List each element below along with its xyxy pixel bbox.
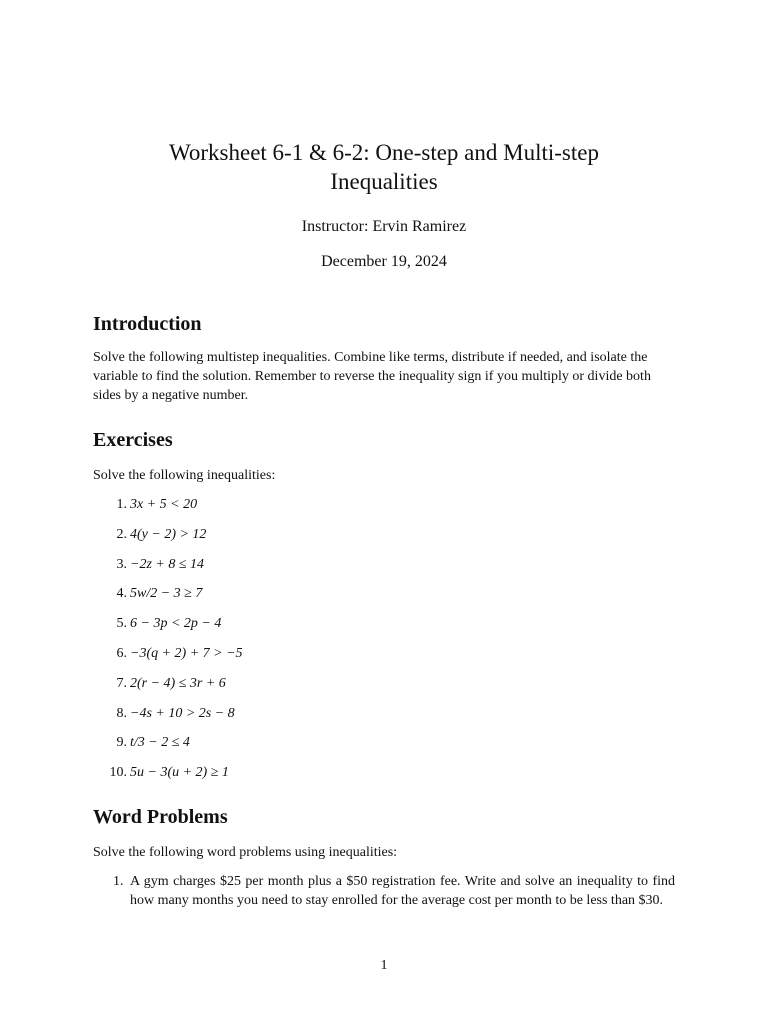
- exercise-item: [93, 584, 693, 614]
- exercise-number: 7.: [116, 675, 127, 691]
- word-problem-text: A gym charges $25 per month plus a $50 registration fee. Write and solve an inequality to find how many months you need to stay enrolled for the average cost per month to be less than $30.: [130, 874, 675, 908]
- exercise-item: [93, 555, 693, 585]
- word-problem-item: [93, 872, 693, 910]
- exercise-expression: t/3 − 2 ≤ 4: [130, 735, 190, 751]
- word-problem-number: 1.: [113, 874, 124, 889]
- exercise-number: 9.: [116, 735, 127, 751]
- exercise-number: 3.: [116, 556, 127, 572]
- exercise-item: [93, 644, 693, 674]
- exercise-expression: 3x + 5 < 20: [130, 497, 198, 512]
- page-number: 1: [380, 958, 388, 973]
- exercises-heading: Exercises: [93, 429, 173, 451]
- exercises-prompt: Solve the following inequalities:: [93, 468, 276, 483]
- word-problems-prompt: Solve the following word problems using inequalities:: [93, 845, 398, 860]
- document-title: [0, 138, 768, 196]
- exercise-item: [93, 733, 693, 763]
- date-line: December 19, 2024: [321, 253, 447, 270]
- exercise-expression: −4s + 10 > 2s − 8: [130, 705, 235, 721]
- exercise-item: [93, 674, 693, 704]
- exercise-number: 8.: [116, 705, 127, 721]
- exercise-expression: −2z + 8 ≤ 14: [130, 556, 205, 572]
- exercise-expression: 5w/2 − 3 ≥ 7: [130, 586, 203, 602]
- exercise-item: [93, 525, 693, 555]
- exercise-expression: 6 − 3p < 2p − 4: [130, 616, 222, 632]
- exercise-item: [93, 495, 693, 525]
- exercise-number: 4.: [116, 586, 127, 602]
- exercise-number: 6.: [116, 645, 127, 661]
- exercise-item: [93, 704, 693, 734]
- exercise-number: 1.: [116, 497, 127, 512]
- exercise-expression: 4(y − 2) > 12: [130, 526, 207, 542]
- exercise-item: [93, 763, 693, 793]
- intro-paragraph: Solve the following multistep inequalities. Combine like terms, distribute if needed, and isolate the variable to find the solution. Remember to reverse the inequality sign if you multiply or divide both sides by a negative number.: [93, 350, 651, 403]
- exercise-number: 10.: [109, 765, 127, 781]
- intro-heading: Introduction: [93, 313, 202, 335]
- exercise-expression: 2(r − 4) ≤ 3r + 6: [130, 675, 226, 691]
- exercise-item: [93, 614, 693, 644]
- title-line-1: Worksheet 6-1 & 6-2: One-step and Multi-step: [169, 140, 599, 165]
- exercise-list: [93, 495, 693, 793]
- word-problem-list: [93, 872, 693, 910]
- exercise-expression: −3(q + 2) + 7 > −5: [130, 645, 243, 661]
- exercise-number: 2.: [116, 526, 127, 542]
- exercise-number: 5.: [116, 616, 127, 632]
- exercise-expression: 5u − 3(u + 2) ≥ 1: [130, 765, 229, 781]
- instructor-line: Instructor: Ervin Ramirez: [301, 218, 467, 235]
- word-problems-heading: Word Problems: [93, 806, 228, 828]
- title-line-2: Inequalities: [330, 169, 438, 194]
